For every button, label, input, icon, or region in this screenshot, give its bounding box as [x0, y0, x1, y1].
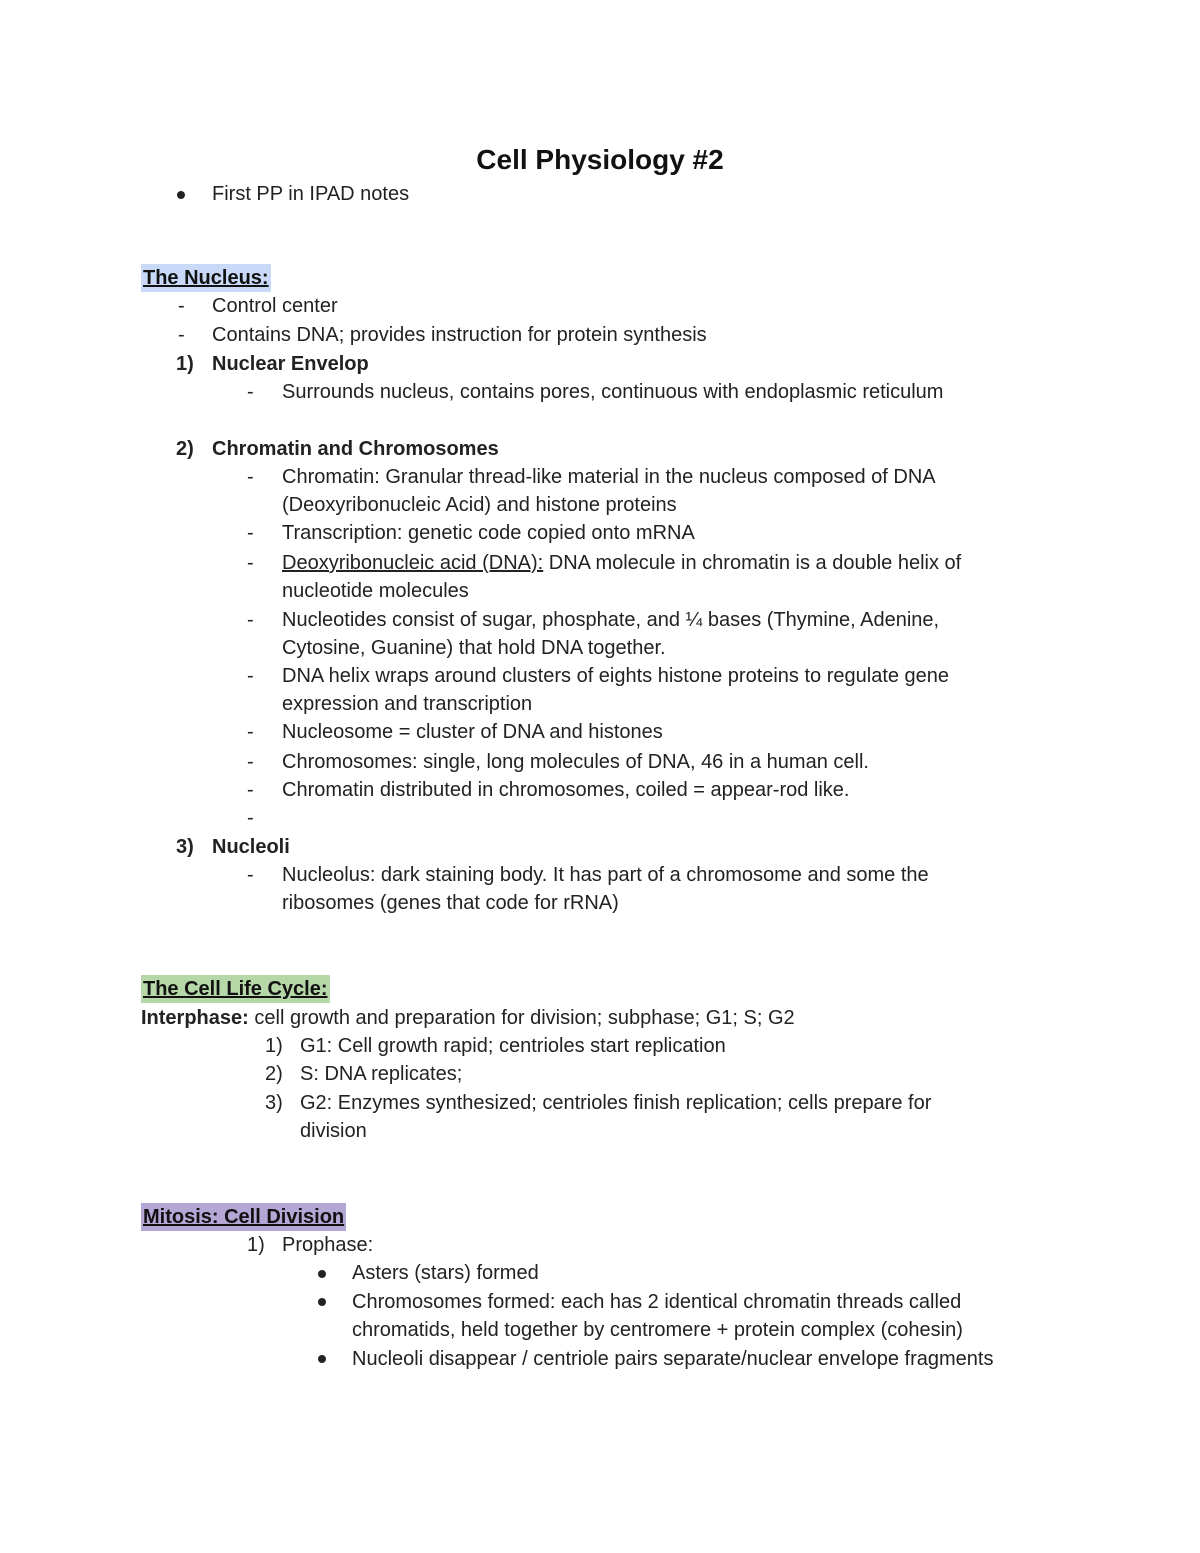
- dash: -: [247, 721, 254, 743]
- dna-definition: DNA molecule in chromatin is a double helix of: [548, 552, 962, 574]
- interphase-label: Interphase:: [141, 1007, 249, 1029]
- phase-item: G2: Enzymes synthesized; centrioles finish replication; cells prepare for: [300, 1092, 932, 1114]
- section-nuclear-envelop: Nuclear Envelop: [212, 353, 369, 375]
- dash: -: [247, 522, 254, 544]
- dash: -: [247, 466, 254, 488]
- bullet-dot: [318, 1298, 326, 1306]
- life-cycle-heading: The Cell Life Cycle:: [141, 975, 330, 1003]
- dna-term: Deoxyribonucleic acid (DNA):: [282, 552, 544, 574]
- sub-point: Nucleotides consist of sugar, phosphate, and ¼ bases (Thymine, Adenine,: [282, 609, 940, 631]
- sub-point: Nucleolus: dark staining body. It has part of a chromosome and some the: [282, 864, 929, 886]
- interphase-line: [141, 1004, 795, 1032]
- dash: -: [247, 864, 254, 886]
- sub-point: Chromosomes: single, long molecules of DNA, 46 in a human cell.: [282, 751, 869, 773]
- section-chromatin: Chromatin and Chromosomes: [212, 438, 499, 460]
- bullet-dot: [318, 1355, 326, 1363]
- list-number: 1): [176, 353, 194, 375]
- interphase-text: cell growth and preparation for division; subphase; G1; S; G2: [254, 1007, 795, 1029]
- prophase-bullet: Chromosomes formed: each has 2 identical chromatin threads called: [352, 1291, 962, 1313]
- phase-item-cont: division: [300, 1120, 367, 1142]
- sub-point-cont: expression and transcription: [282, 693, 533, 715]
- mitosis-heading: Mitosis: Cell Division: [141, 1203, 346, 1231]
- dash: -: [247, 609, 254, 631]
- phase-item: G1: Cell growth rapid; centrioles start replication: [300, 1035, 726, 1057]
- list-number: 1): [265, 1035, 283, 1057]
- sub-point: Nucleosome = cluster of DNA and histones: [282, 721, 663, 743]
- list-number: 2): [265, 1063, 283, 1085]
- sub-point-cont: (Deoxyribonucleic Acid) and histone proteins: [282, 494, 677, 516]
- list-number: 3): [265, 1092, 283, 1114]
- prophase-bullet: Asters (stars) formed: [352, 1262, 539, 1284]
- sub-point: Chromatin distributed in chromosomes, coiled = appear-rod like.: [282, 779, 850, 801]
- sub-point-cont: Cytosine, Guanine) that hold DNA together.: [282, 637, 666, 659]
- list-number: 3): [176, 836, 194, 858]
- sub-point: Transcription: genetic code copied onto mRNA: [282, 522, 695, 544]
- sub-point-cont: nucleotide molecules: [282, 580, 469, 602]
- section-nucleoli: Nucleoli: [212, 836, 290, 858]
- nucleus-point: Contains DNA; provides instruction for protein synthesis: [212, 324, 707, 346]
- prophase-bullet: Nucleoli disappear / centriole pairs separate/nuclear envelope fragments: [352, 1348, 994, 1370]
- sub-point: [282, 549, 961, 577]
- dash: -: [247, 381, 254, 403]
- page-title: Cell Physiology #2: [476, 144, 724, 175]
- nucleus-heading: The Nucleus:: [141, 264, 271, 292]
- dash: -: [247, 751, 254, 773]
- phase-item: S: DNA replicates;: [300, 1063, 463, 1085]
- intro-bullet: First PP in IPAD notes: [212, 183, 410, 205]
- dash: -: [247, 665, 254, 687]
- dash: -: [247, 807, 254, 829]
- list-number: 2): [176, 438, 194, 460]
- sub-point: Surrounds nucleus, contains pores, continuous with endoplasmic reticulum: [282, 381, 944, 403]
- sub-point: Chromatin: Granular thread-like material in the nucleus composed of DNA: [282, 466, 936, 488]
- dash: -: [178, 295, 185, 317]
- sub-point: DNA helix wraps around clusters of eights histone proteins to regulate gene: [282, 665, 950, 687]
- nucleus-point: Control center: [212, 295, 338, 317]
- stage-prophase: Prophase:: [282, 1234, 374, 1256]
- sub-point-cont: ribosomes (genes that code for rRNA): [282, 892, 619, 914]
- dash: -: [178, 324, 185, 346]
- list-number: 1): [247, 1234, 265, 1256]
- bullet-dot: [318, 1270, 326, 1278]
- dash: -: [247, 779, 254, 801]
- bullet-dot: [177, 191, 185, 199]
- dash: -: [247, 552, 254, 574]
- prophase-bullet-cont: chromatids, held together by centromere + protein complex (cohesin): [352, 1319, 963, 1341]
